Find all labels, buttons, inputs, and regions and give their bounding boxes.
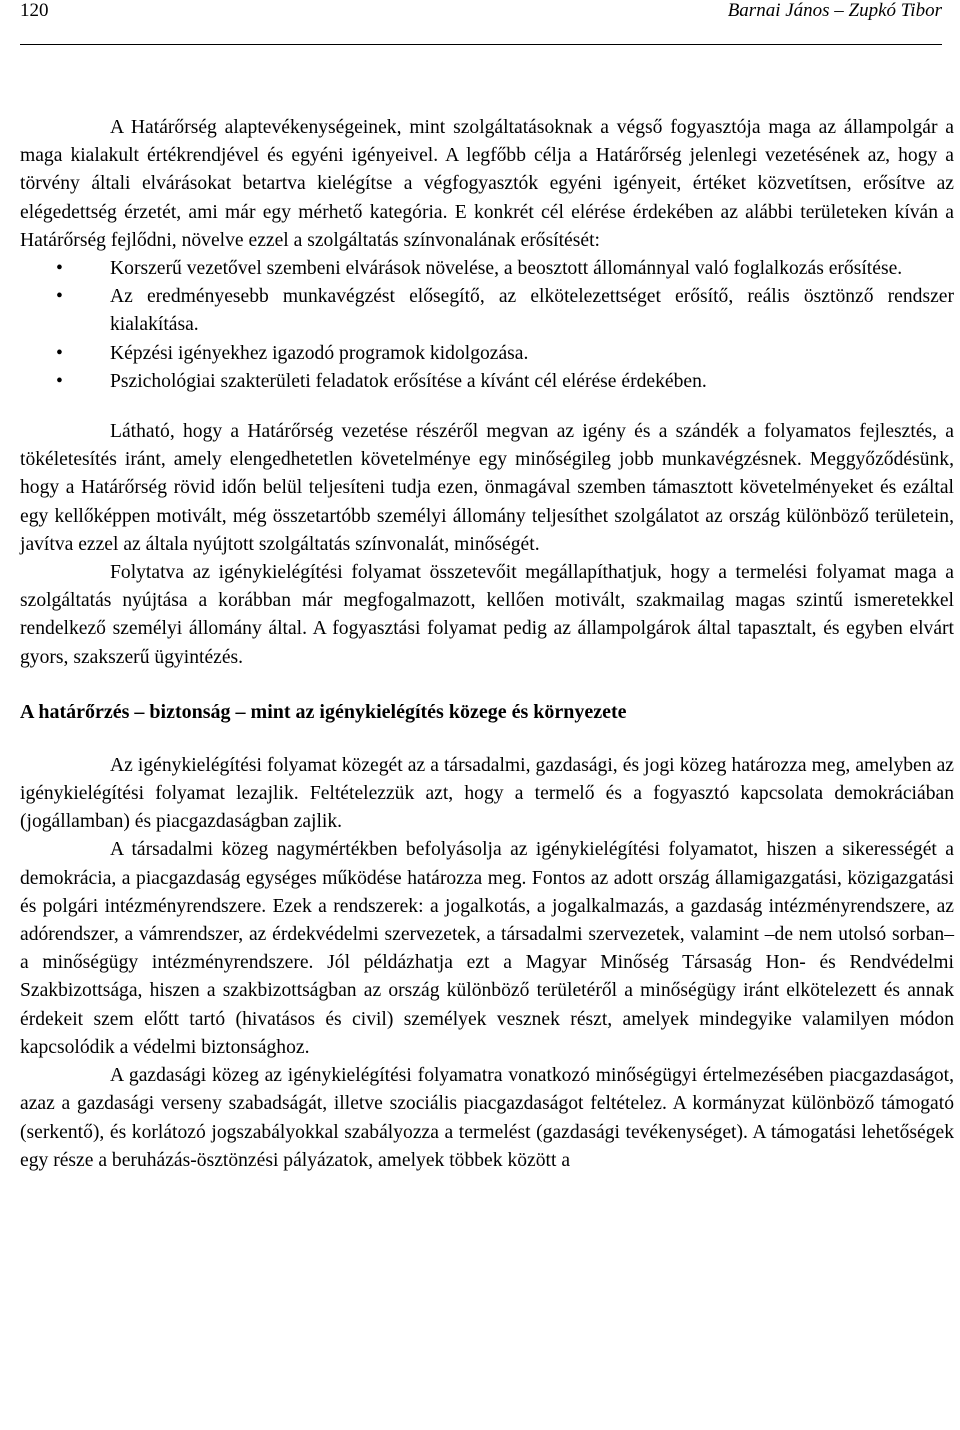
list-item [56,340,954,368]
section-heading: A határőrzés – biztonság – mint az igénykielégítés közege és környezete [20,700,627,723]
section-paragraph: A társadalmi közeg nagymértékben befolyásolja az igénykielégítési folyamatot, hiszen a sikerességét a demokrácia, a piacgazdaság egységes működése határozza meg. Fontos az adott ország államigazgatási, közigazgatási és polgári intézményrendszere. Ezek a rendszerek: a jogalkotás, a jogalkalmazás, a gazdaság intézményrendszere, az adórendszer, a vámrendszer, az érdekvédelmi szervezetek, a társadalmi szervezetek, valamint –de nem utolsó sorban– a minőségügy intézményrendszere. Jól példázhatja ezt a Magyar Minőség Társaság Hon- és Rendvédelmi Szakbizottsága, hiszen a szakbizottságban az ország különböző területéről a minőségügy iránt elkötelezett és annak érdekeit szem előtt tartó (hivatásos és civil) személyek vesznek részt, amelyek mindegyike valamilyen módon kapcsolódik a védelmi biztonsághoz. [20,839,954,1058]
list-item-text: Pszichológiai szakterületi feladatok erősítése a kívánt cél elérése érdekében. [110,370,707,392]
bullet-icon: • [56,370,63,392]
bullet-icon: • [56,258,63,280]
section-paragraph: Az igénykielégítési folyamat közegét az a társadalmi, gazdasági, és jogi közeg határozza meg, amelyben az igénykielégítési folyamat lezajlik. Feltételezzük azt, hogy a termelő és a fogyasztó kapcsolata demokráciában (jogállamban) és piacgazdaságban zajlik. [20,754,954,833]
list-item [56,283,954,339]
body-paragraph: Látható, hogy a Határőrség vezetése részéről megvan az igény és a szándék a folyamatos fejlesztés, a tökéletesítés iránt, amely elengedhetetlen követelménye egy minőségileg jobb munkavégzésnek. Meggyőződésünk, hogy a Határőrség rövid időn belül teljesíteni tudja ezen, önmagával szemben támasztott követelményeket és ezáltal egy kellőképpen motivált, még összetartóbb személyi állomány teljesíthet szolgálatot az ország különböző területein, javítva ezzel az általa nyújtott szolgáltatás színvonalát, minőségét. [20,421,954,555]
page-number: 120 [20,0,49,21]
bullet-icon: • [56,286,63,308]
list-item [56,255,954,283]
intro-paragraph: A Határőrség alaptevékenységeinek, mint szolgáltatásoknak a végső fogyasztója maga az állampolgár a maga kialakult értékrendjével és egyéni igényeivel. A legfőbb célja a Határőrség jelenlegi vezetésének az, hogy a törvény általi elvárásokat betartva kielégítse a végfogyasztók egyéni igényeit, értéket közvetítsen, erősítve az elégedettség érzetét, ami már egy mérhető kategória. E konkrét cél elérése érdekében az alábbi területeken kíván a Határőrség fejlődni, növelve ezzel a szolgáltatás színvonalának erősítését: [20,117,954,251]
list-item-text: Korszerű vezetővel szembeni elvárások növelése, a beosztott állománnyal való foglalkozás erősítése. [110,258,903,280]
list-item [56,368,954,396]
section-paragraph: A gazdasági közeg az igénykielégítési folyamatra vonatkozó minőségügyi értelmezésében piacgazdaságot, azaz a gazdasági verseny szabadságát, illetve szociális piacgazdaságot feltételez. A kormányzat különböző támogató (serkentő), és korlátozó jogszabályokkal szabályozza a termelést (gazdasági tevékenységet). A támogatási lehetőségek egy része a beruházás-ösztönzési pályázatok, amelyek többek között a [20,1065,954,1171]
list-item-text: Képzési igényekhez igazodó programok kidolgozása. [110,342,529,364]
bullet-icon: • [56,342,63,364]
list-item-text: Az eredményesebb munkavégzést elősegítő, az elkötelezettséget erősítő, reális ösztönző rendszer kialakítása. [110,286,954,336]
goal-list [20,255,954,396]
body-paragraph: Folytatva az igénykielégítési folyamat összetevőit megállapíthatjuk, hogy a termelési folyamat maga a szolgáltatás nyújtása a korábban már megfogalmazott, kellően motivált, szakmailag magas szintű ismeretekkel rendelkező személyi állomány által. A fogyasztási folyamat pedig az állampolgárok által tapasztalt, és egyben elvárt gyors, szakszerű ügyintézés. [20,562,954,668]
running-head-authors: Barnai János – Zupkó Tibor [727,0,942,21]
page-header [20,0,942,45]
page-body [20,114,954,1175]
